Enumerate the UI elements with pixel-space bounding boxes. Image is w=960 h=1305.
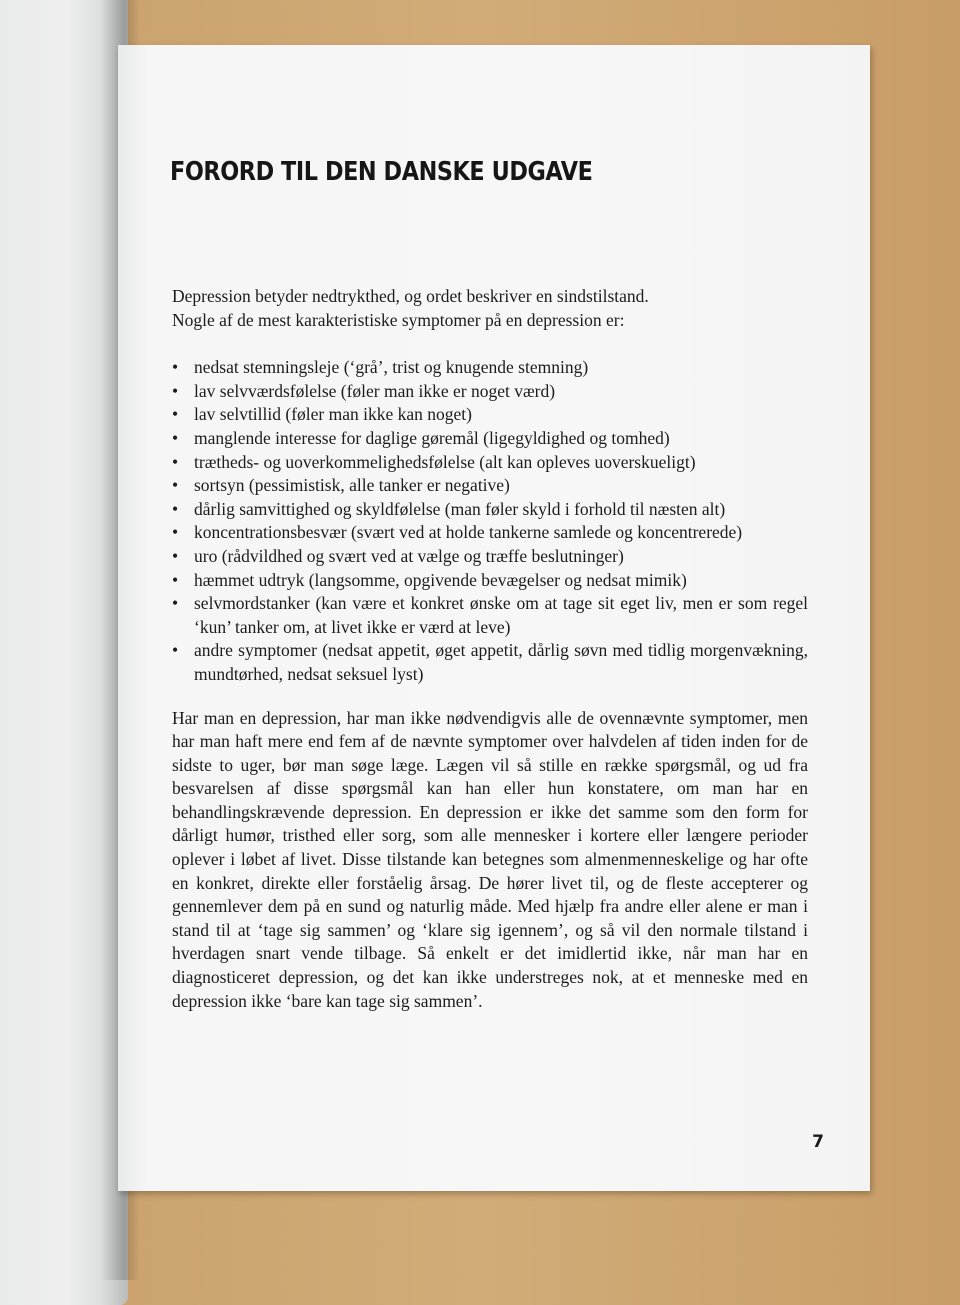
list-item: • selvmordstanker (kan være et konkret ønske om at tage sit eget liv, men er som regel ‘kun’ tanker om, at livet ikke er værd at leve) — [172, 592, 808, 639]
list-item: • andre symptomer (nedsat appetit, øget appetit, dårlig søvn med tidlig morgenvækning, mundtørhed, nedsat seksuel lyst) — [172, 639, 808, 686]
list-item: • lav selvtillid (føler man ikke kan noget) — [172, 403, 808, 427]
list-item: • koncentrationsbesvær (svært ved at holde tankerne samlede og koncentrerede) — [172, 521, 808, 545]
intro-line: Depression betyder nedtrykthed, og ordet beskriver en sindstilstand. — [172, 286, 649, 306]
list-item: • sortsyn (pessimistisk, alle tanker er negative) — [172, 474, 808, 498]
list-item: • hæmmet udtryk (langsomme, opgivende bevægelser og nedsat mimik) — [172, 569, 808, 593]
list-item: • uro (rådvildhed og svært ved at vælge og træffe beslutninger) — [172, 545, 808, 569]
list-item: • lav selvværdsfølelse (føler man ikke er noget værd) — [172, 380, 808, 404]
body-paragraph: Har man en depression, har man ikke nødvendigvis alle de ovennævnte symptomer, men har man haft mere end fem af de nævnte symptomer over halvdelen af tiden inden for de sidste to uger, bør man søge læge. Lægen vil så stille en række spørgsmål, og ud fra besvarelsen af disse spørgsmål kan han eller hun konstatere, om man har en behandlingskrævende depression. En depression er ikke det samme som den form for dårligt humør, tristhed eller sorg, som alle mennesker i kortere eller længere perioder oplever i løbet af livet. Disse tilstande kan betegnes som almenmenneskelige og har ofte en konkret, direkte eller forståelig årsag. De hører livet til, og de fleste accepterer og gennemlever dem på en sund og naturlig måde. Med hjælp fra andre eller alene er man i stand til at ‘tage sig sammen’ og ‘klare sig igennem’, og så vil den normale tilstand i hverdagen snart vende tilbage. Så enkelt er det imidlertid ikke, når man har en diagnosticeret depression, og det kan ikke understreges nok, at et menneske med en depression ikke ‘bare kan tage sig sammen’. — [172, 707, 808, 1011]
list-item: • nedsat stemningsleje (‘grå’, trist og knugende stemning) — [172, 356, 808, 380]
book-page — [118, 45, 870, 1191]
intro-paragraph — [172, 285, 808, 332]
symptom-list — [172, 356, 808, 686]
list-item: • trætheds- og uoverkommelighedsfølelse (alt kan opleves uoverskueligt) — [172, 451, 808, 475]
page-number: 7 — [812, 1132, 824, 1152]
list-item: • manglende interesse for daglige gøremål (ligegyldighed og tomhed) — [172, 427, 808, 451]
chapter-heading: FORORD TIL DEN DANSKE UDGAVE — [170, 157, 593, 187]
intro-line: Nogle af de mest karakteristiske symptomer på en depression er: — [172, 309, 625, 330]
list-item: • dårlig samvittighed og skyldfølelse (man føler skyld i forhold til næsten alt) — [172, 498, 808, 522]
page-content — [172, 285, 808, 1013]
